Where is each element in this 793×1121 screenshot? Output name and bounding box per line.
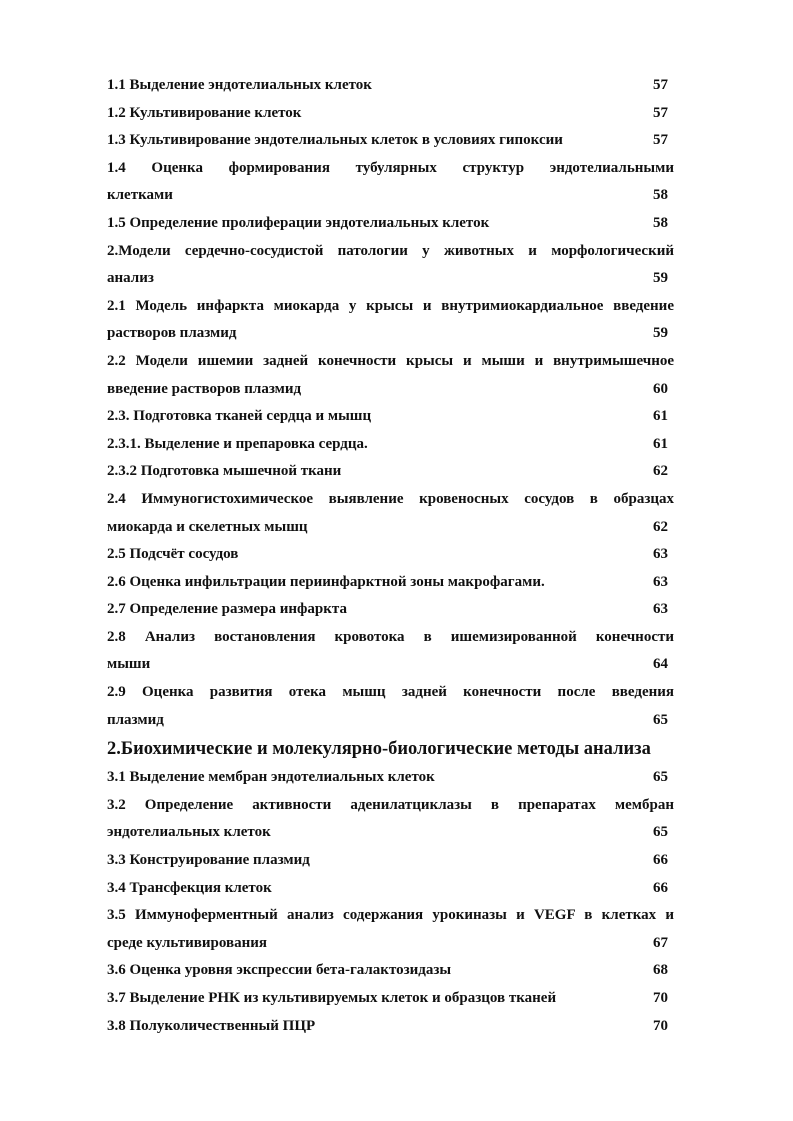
toc-entry-title-line1: 2.2 Модели ишемии задней конечности крысы и мыши и внутримышечное — [107, 352, 674, 369]
toc-entry-page-number: 57 — [653, 77, 668, 93]
toc-entry-row — [107, 847, 674, 875]
toc-entry — [107, 238, 674, 293]
toc-entry-row — [107, 764, 674, 792]
toc-entry-row — [107, 819, 674, 847]
toc-entry-page-number: 65 — [653, 711, 668, 728]
toc-entry-row — [107, 707, 674, 735]
toc-entry-title: 2.3.1. Выделение и препаровка сердца. — [107, 435, 368, 452]
toc-entry — [107, 127, 674, 155]
toc-entry-title: клетками — [107, 187, 173, 204]
toc-entry-title: среде культивирования — [107, 934, 268, 951]
toc-entry-page-number: 59 — [653, 325, 668, 342]
toc-entry — [107, 624, 674, 679]
toc-entry-title: 2.6 Оценка инфильтрации периинфарктной зоны макрофагами. — [107, 573, 545, 590]
toc-entry-title: 1.1 Выделение эндотелиальных клеток — [107, 77, 372, 93]
toc-entry-row — [107, 930, 674, 958]
toc-entry-title: 1.3 Культивирование эндотелиальных клеток в условиях гипоксии — [107, 132, 563, 149]
toc-entry-title: 1.5 Определение пролиферации эндотелиальных клеток — [107, 214, 490, 231]
toc-entry-title: мыши — [107, 656, 151, 673]
toc-entry — [107, 875, 674, 903]
toc-entry-row — [107, 541, 674, 569]
toc-entry-page-number: 61 — [653, 408, 668, 425]
toc-entry-page-number: 57 — [653, 132, 668, 149]
toc-entry-title: 3.4 Трансфекция клеток — [107, 879, 272, 896]
toc-entry — [107, 210, 674, 238]
table-of-contents — [107, 72, 674, 1040]
toc-entry — [107, 293, 674, 348]
toc-entry — [107, 596, 674, 624]
section-heading: 2.Биохимические и молекулярно-биологические методы анализа — [107, 739, 651, 760]
toc-entry — [107, 1013, 674, 1041]
toc-entry-row — [107, 403, 674, 431]
toc-entry-title: эндотелиальных клеток — [107, 824, 271, 841]
toc-entry-row — [107, 985, 674, 1013]
toc-entry-page-number: 70 — [653, 1017, 668, 1034]
toc-entry — [107, 431, 674, 459]
toc-entry — [107, 348, 674, 403]
toc-entry-page-number: 60 — [653, 380, 668, 397]
toc-entry-page-number: 58 — [653, 187, 668, 204]
toc-entry-page-number: 66 — [653, 879, 668, 896]
toc-entry-page-number: 67 — [653, 934, 668, 951]
toc-entry-row — [107, 182, 674, 210]
toc-entry-title: миокарда и скелетных мышц — [107, 518, 308, 535]
toc-entry — [107, 486, 674, 541]
toc-entry-title: 1.2 Культивирование клеток — [107, 104, 302, 121]
toc-entry-row — [107, 320, 674, 348]
toc-entry-page-number: 64 — [653, 656, 668, 673]
toc-entry-title: 2.3. Подготовка тканей сердца и мышц — [107, 408, 372, 425]
toc-entry — [107, 155, 674, 210]
toc-entry — [107, 957, 674, 985]
toc-entry-title-line1: 3.2 Определение активности аденилатциклазы в препаратах мембран — [107, 796, 674, 813]
toc-entry-title: растворов плазмид — [107, 325, 237, 342]
toc-entry-title: 3.6 Оценка уровня экспрессии бета-галактозидазы — [107, 962, 452, 979]
toc-entry-page-number: 63 — [653, 573, 668, 590]
toc-entry-page-number: 63 — [653, 601, 668, 618]
toc-entry — [107, 569, 674, 597]
toc-entry-page-number: 57 — [653, 104, 668, 121]
toc-entry — [107, 764, 674, 792]
toc-entry-row — [107, 569, 674, 597]
toc-entry-title: 2.7 Определение размера инфаркта — [107, 601, 347, 618]
toc-entry — [107, 458, 674, 486]
toc-entry-page-number: 65 — [653, 769, 668, 786]
toc-entry-title: введение растворов плазмид — [107, 380, 302, 397]
toc-entry-title-line1: 2.4 Иммуногистохимическое выявление кровеносных сосудов в образцах — [107, 490, 674, 507]
toc-entry-title-line1: 1.4 Оценка формирования тубулярных структур эндотелиальными — [107, 159, 674, 176]
toc-entry-title-line1: 2.1 Модель инфаркта миокарда у крысы и внутримиокардиальное введение — [107, 297, 674, 314]
toc-entry-row — [107, 596, 674, 624]
toc-entry-title: 2.5 Подсчёт сосудов — [107, 546, 239, 563]
toc-entry-title: плазмид — [107, 711, 164, 728]
toc-entry-title: 3.7 Выделение РНК из культивируемых клеток и образцов тканей — [107, 990, 557, 1006]
toc-entry-title: 3.3 Конструирование плазмид — [107, 852, 310, 869]
toc-entry — [107, 847, 674, 875]
toc-entry-page-number: 62 — [653, 463, 668, 480]
toc-entry-page-number: 61 — [653, 435, 668, 452]
toc-entry-row — [107, 265, 674, 293]
toc-entry-row — [107, 210, 674, 238]
toc-entry — [107, 100, 674, 128]
toc-entry-row — [107, 1013, 674, 1041]
toc-entry — [107, 541, 674, 569]
toc-entry-row — [107, 514, 674, 542]
toc-entry-title-line1: 3.5 Иммуноферментный анализ содержания урокиназы и VEGF в клетках и — [107, 907, 674, 924]
toc-entry-title-line1: 2.Модели сердечно-сосудистой патологии у животных и морфологический — [107, 242, 674, 259]
toc-entry-row — [107, 431, 674, 459]
toc-entry-row — [107, 458, 674, 486]
toc-entry-row — [107, 651, 674, 679]
toc-entry — [107, 679, 674, 734]
toc-entry — [107, 902, 674, 957]
toc-entry-page-number: 63 — [653, 546, 668, 563]
toc-entry — [107, 792, 674, 847]
toc-entry-row — [107, 127, 674, 155]
toc-entry-row — [107, 875, 674, 903]
toc-entry-page-number: 68 — [653, 962, 668, 979]
toc-entry-row — [107, 957, 674, 985]
toc-entry-page-number: 66 — [653, 852, 668, 869]
toc-entry-title: 3.1 Выделение мембран эндотелиальных клеток — [107, 769, 435, 786]
toc-entry-title: 3.8 Полуколичественный ПЦР — [107, 1017, 316, 1034]
toc-entry-title: 2.3.2 Подготовка мышечной ткани — [107, 463, 342, 480]
toc-entry-page-number: 70 — [653, 990, 668, 1006]
toc-entry-title: анализ — [107, 270, 154, 287]
toc-entry-row — [107, 100, 674, 128]
toc-entry-page-number: 65 — [653, 824, 668, 841]
toc-entry-page-number: 58 — [653, 214, 668, 231]
toc-entry-title-line1: 2.9 Оценка развития отека мышц задней конечности после введения — [107, 684, 674, 701]
toc-entry-page-number: 62 — [653, 518, 668, 535]
toc-entry-page-number: 59 — [653, 270, 668, 287]
toc-entry-title-line1: 2.8 Анализ востановления кровотока в ишемизированной конечности — [107, 628, 674, 645]
toc-entry-row — [107, 72, 674, 100]
toc-entry — [107, 403, 674, 431]
toc-entry — [107, 72, 674, 100]
toc-entry — [107, 985, 674, 1013]
toc-entry-row — [107, 376, 674, 404]
